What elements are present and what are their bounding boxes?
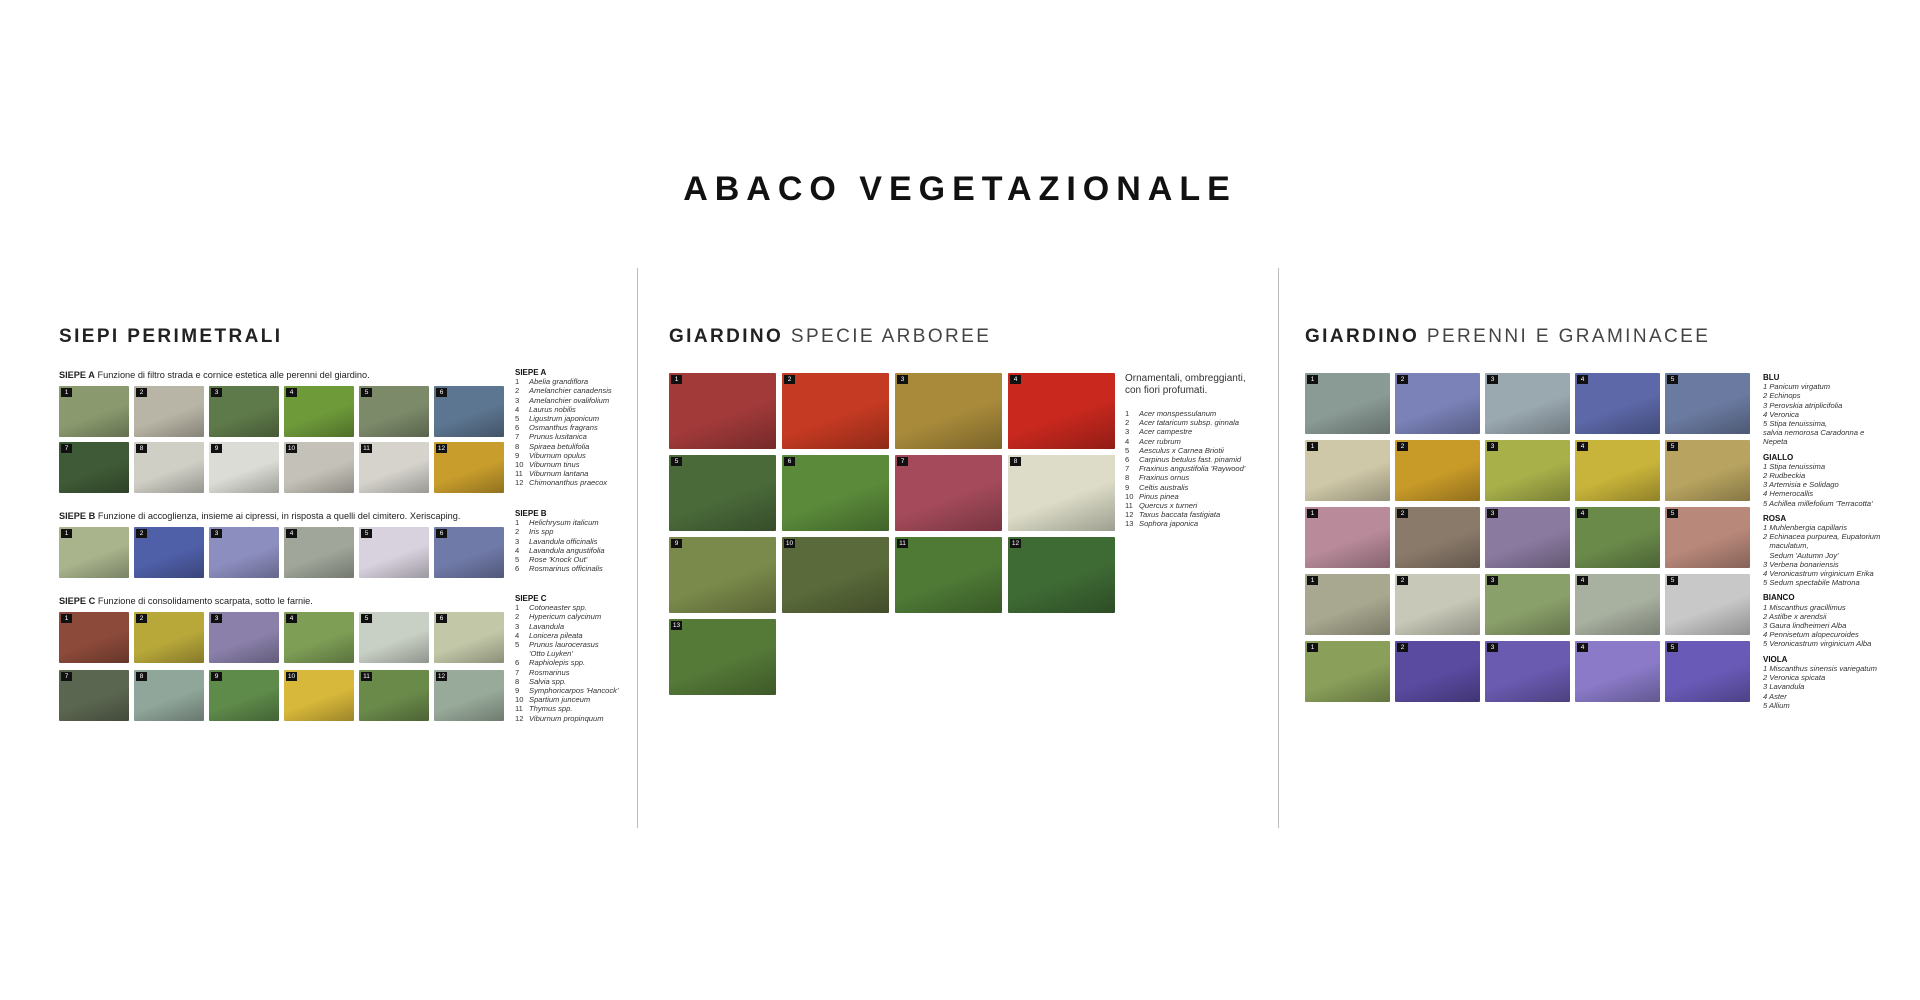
hedge-photo (284, 442, 354, 493)
hedge-photo (59, 442, 129, 493)
photo-number: 2 (1397, 576, 1408, 585)
hedge-legend-item: 12 Viburnum propinquum (515, 713, 604, 723)
tree-legend-item: 10 Pinus pinea (1125, 491, 1179, 501)
photo-number: 1 (1307, 576, 1318, 585)
tree-legend-item: 1 Acer monspessulanum (1125, 409, 1217, 418)
hedge-photo (284, 612, 354, 663)
photo-number: 1 (1307, 442, 1318, 451)
hedge-photo (284, 670, 354, 721)
hedge-legend-item: 10 Viburnum tinus (515, 460, 580, 470)
color-group-item: 1 Stipa tenuissima (1763, 461, 1826, 471)
hedge-legend-item: 6 Raphiolepis spp. (515, 658, 586, 668)
photo-number: 1 (1307, 643, 1318, 652)
tree-legend-item: 4 Acer rubrum (1125, 436, 1181, 446)
hedge-legend-item: 10 Spartium junceum (515, 695, 591, 705)
tree-legend-item: 6 Carpinus betulus fast. pinamid (1125, 455, 1242, 465)
tree-photo (782, 373, 889, 449)
photo-number: 4 (286, 529, 297, 538)
hedge-photo (359, 527, 429, 578)
hedge-photo (134, 442, 204, 493)
photo-number: 5 (1667, 442, 1678, 451)
color-group-item: 3 Verbena bonariensis (1763, 559, 1839, 569)
trees-intro-line-2: con fiori profumati. (1125, 385, 1208, 396)
hedge-photo (59, 670, 129, 721)
photo-number: 1 (61, 614, 72, 623)
tree-photo (1008, 455, 1115, 531)
hedge-photo (434, 386, 504, 437)
hedge-photo (134, 670, 204, 721)
perennial-photo-blu (1305, 373, 1390, 434)
tree-legend-item: 11 Quercus x turneri (1125, 501, 1198, 511)
photo-number: 12 (437, 445, 446, 452)
hedge-legend-item: 5 Rose 'Knock Out' (515, 555, 588, 565)
photo-number: 3 (1487, 509, 1498, 518)
photo-number: 1 (1307, 375, 1318, 384)
color-group-title: VIOLA (1763, 654, 1788, 664)
color-group-item: 2 Veronica spicata (1763, 673, 1826, 683)
perennial-photo-bianco (1575, 574, 1660, 635)
trees-photo-grid (669, 373, 1119, 695)
tree-photo (782, 455, 889, 531)
color-group-item: 1 Miscanthus gracillimus (1763, 602, 1846, 612)
section-title: SIEPI PERIMETRALI (59, 326, 283, 347)
column-divider-right (1278, 268, 1279, 828)
color-group-item: salvia nemorosa Caradonna e (1763, 428, 1865, 438)
trees-legend (1125, 409, 1265, 529)
photo-number: 3 (1487, 375, 1498, 384)
photo-number: 2 (136, 388, 147, 397)
tree-legend-item: 8 Fraxinus ornus (1125, 473, 1190, 483)
photo-number: 3 (1487, 643, 1498, 652)
color-group-item: 1 Muhlenbergia capillaris (1763, 523, 1847, 533)
photo-number: 3 (211, 388, 222, 397)
hedge-photo (359, 670, 429, 721)
column-divider-left (637, 268, 638, 828)
perennials-photo-grid (1305, 373, 1750, 702)
hedge-photo (209, 386, 279, 437)
tree-legend-item: 9 Celtis australis (1125, 482, 1189, 492)
hedge-legend-item: 4 Lavandula angustifolia (515, 545, 605, 555)
perennial-photo-giallo (1485, 440, 1570, 501)
section-specie-arboree (669, 326, 1269, 695)
photo-number: 5 (361, 388, 372, 397)
hedge-block-2 (59, 596, 629, 723)
color-group-item: 5 Veronicastrum virginicum Alba (1763, 639, 1872, 649)
hedge-photo (434, 442, 504, 493)
hedge-photo (434, 527, 504, 578)
color-group-item: 3 Artemisia e Solidago (1763, 480, 1839, 490)
photo-number: 9 (211, 444, 222, 453)
color-group-item: 2 Astilbe x arendsii (1763, 611, 1827, 621)
photo-number: 4 (1577, 442, 1588, 451)
perennial-photo-giallo (1665, 440, 1750, 501)
hedge-legend-item: 9 Symphoricarpos 'Hancock' (515, 686, 619, 696)
photo-number: 12 (437, 672, 446, 680)
perennial-photo-blu (1575, 373, 1660, 434)
photo-number: 1 (61, 388, 72, 397)
photo-number: 13 (672, 622, 681, 629)
color-group-item: 1 Panicum virgatum (1763, 382, 1831, 392)
hedge-legend-item: 4 Laurus nobilis (515, 404, 576, 414)
hedge-legend-item: 11 Viburnum lantana (515, 469, 589, 479)
hedge-legend-title: SIEPE A (515, 368, 547, 377)
photo-number: 5 (361, 614, 372, 623)
photo-number: 4 (1577, 375, 1588, 384)
tree-photo (669, 455, 776, 531)
perennial-photo-viola (1395, 641, 1480, 702)
perennial-photo-rosa (1575, 507, 1660, 568)
photo-number: 4 (286, 388, 297, 397)
perennial-photo-giallo (1305, 440, 1390, 501)
color-group-title: ROSA (1763, 513, 1787, 523)
tree-photo (669, 373, 776, 449)
hedge-photo (59, 527, 129, 578)
tree-legend-item: 5 Aesculus x Carnea Briotii (1125, 445, 1224, 455)
tree-photo (1008, 373, 1115, 449)
hedge-legend (515, 594, 618, 723)
hedge-legend-item: 1 Cotoneaster spp. (515, 603, 587, 613)
photo-number: 2 (1397, 442, 1408, 451)
section-title: GIARDINO SPECIE ARBOREE (669, 326, 992, 347)
photo-number: 2 (136, 529, 147, 538)
hedge-legend-item: 2 Iris spp (515, 527, 554, 537)
photo-number: 5 (361, 529, 372, 538)
photo-number: 6 (436, 529, 447, 538)
photo-number: 3 (1487, 576, 1498, 585)
photo-number: 6 (436, 388, 447, 397)
perennial-photo-bianco (1665, 574, 1750, 635)
photo-number: 5 (1667, 643, 1678, 652)
hedge-legend-item: 5 Prunus laurocerasus (515, 640, 599, 650)
hedge-photo (59, 386, 129, 437)
tree-legend-item: 13 Sophora japonica (1125, 519, 1199, 529)
hedge-legend-title: SIEPE B (515, 509, 547, 518)
hedge-photo (134, 527, 204, 578)
perennial-photo-rosa (1485, 507, 1570, 568)
hedge-block-1 (59, 511, 629, 578)
tree-legend-item: 12 Taxus baccata fastigiata (1125, 510, 1221, 520)
perennial-photo-rosa (1305, 507, 1390, 568)
hedge-legend-item: 3 Lavandula (515, 621, 565, 631)
page-title: ABACO VEGETAZIONALE (683, 170, 1237, 208)
hedge-description-text: Funzione di consolidamento scarpata, sotto le farnie. (95, 596, 313, 606)
hedge-legend-item: 7 Prunus lusitanica (515, 432, 587, 442)
tree-photo (1008, 537, 1115, 613)
hedge-photo (209, 527, 279, 578)
hedge-description-text: Funzione di accoglienza, insieme ai cipressi, in risposta a quelli del cimitero. Xeriscaping. (95, 511, 461, 521)
photo-number: 5 (671, 457, 682, 466)
photo-number: 4 (1577, 509, 1588, 518)
tree-photo (895, 537, 1002, 613)
photo-number: 5 (1667, 375, 1678, 384)
hedge-photo (284, 386, 354, 437)
color-group-item: 5 Stipa tenuissima, (1763, 419, 1828, 429)
color-group-item: 3 Lavandula (1763, 682, 1805, 692)
color-group-item: Nepeta (1763, 437, 1788, 447)
photo-number: 2 (1397, 375, 1408, 384)
photo-number: 6 (784, 457, 795, 466)
hedge-legend-item: 3 Amelanchier ovalifolium (515, 395, 610, 405)
color-group-item: 5 Sedum spectabile Matrona (1763, 578, 1860, 588)
perennial-photo-giallo (1575, 440, 1660, 501)
photo-number: 10 (785, 540, 794, 547)
hedge-block-0 (59, 370, 629, 493)
photo-number: 11 (897, 539, 908, 548)
tree-legend-item: 7 Fraxinus angustifolia 'Raywood' (1125, 464, 1246, 474)
photo-number: 7 (897, 457, 908, 466)
photo-number: 9 (211, 672, 222, 681)
tree-legend-item: 3 Acer campestre (1125, 427, 1193, 437)
hedge-photo (59, 612, 129, 663)
photo-number: 11 (361, 444, 372, 453)
perennial-photo-blu (1485, 373, 1570, 434)
color-group-item: Sedum 'Autumn Joy' (1763, 550, 1839, 560)
hedge-legend-item: 9 Viburnum opulus (515, 450, 586, 460)
perennial-photo-bianco (1485, 574, 1570, 635)
perennial-photo-viola (1665, 641, 1750, 702)
hedge-legend-item: 2 Amelanchier canadensis (515, 386, 612, 396)
photo-number: 2 (1397, 509, 1408, 518)
tree-photo (669, 537, 776, 613)
photo-number: 3 (211, 614, 222, 623)
photo-number: 10 (287, 672, 296, 680)
hedge-legend (515, 368, 612, 493)
hedge-legend-item: 2 Hypericum calycinum (515, 612, 602, 622)
hedge-photo (209, 442, 279, 493)
color-group-item: 4 Veronica (1763, 409, 1800, 419)
photo-number: 2 (1397, 643, 1408, 652)
photo-number: 6 (436, 614, 447, 623)
perennial-photo-viola (1485, 641, 1570, 702)
hedge-legend-item: 4 Lonicera pileata (515, 630, 583, 640)
color-group-title: BLU (1763, 373, 1780, 382)
tree-photo (669, 619, 776, 695)
photo-number: 3 (211, 529, 222, 538)
photo-number: 7 (61, 444, 72, 453)
hedge-description-text: Funzione di filtro strada e cornice estetica alle perenni del giardino. (94, 370, 370, 380)
hedge-photo-grid (59, 527, 504, 578)
hedge-legend-item: 7 Rosmarinus (515, 667, 570, 677)
color-group-item: 4 Veronicastrum virginicum Erika (1763, 569, 1874, 579)
hedge-photo (434, 670, 504, 721)
color-group-item: 1 Miscanthus sinensis variegatum (1763, 663, 1877, 673)
photo-number: 8 (1010, 457, 1021, 466)
perennial-photo-viola (1305, 641, 1390, 702)
photo-number: 3 (1487, 442, 1498, 451)
photo-number: 2 (784, 375, 795, 384)
hedge-legend-item: 12 Chimonanthus praecox (515, 478, 608, 488)
tree-legend-item: 2 Acer tataricum subsp. ginnala (1125, 418, 1240, 428)
hedge-photo (134, 386, 204, 437)
hedge-photo-grid (59, 612, 504, 723)
hedge-photo (434, 612, 504, 663)
photo-number: 1 (1307, 509, 1318, 518)
hedge-legend-item: 6 Osmanthus fragrans (515, 423, 598, 433)
hedge-photo (284, 527, 354, 578)
photo-number: 4 (1577, 643, 1588, 652)
hedge-legend-item: 8 Salvia spp. (515, 676, 567, 686)
section-title: GIARDINO PERENNI E GRAMINACEE (1305, 326, 1711, 347)
photo-number: 11 (361, 672, 372, 681)
tree-photo (895, 455, 1002, 531)
hedge-photo (359, 442, 429, 493)
color-group-item: 2 Echinacea purpurea, Eupatorium (1763, 532, 1881, 542)
perennial-photo-blu (1395, 373, 1480, 434)
hedge-legend-item: 11 Thymus spp. (515, 704, 573, 714)
hedge-photo (134, 612, 204, 663)
photo-number: 1 (61, 529, 72, 538)
hedge-label: SIEPE B (59, 511, 96, 521)
color-group-item: 2 Echinops (1763, 391, 1801, 401)
perennial-photo-viola (1575, 641, 1660, 702)
hedge-legend-item: 3 Lavandula officinalis (515, 536, 598, 546)
photo-number: 2 (136, 614, 147, 623)
section-perenni-graminacee (1305, 326, 1905, 710)
photo-number: 5 (1667, 576, 1678, 585)
hedge-legend-title: SIEPE C (515, 594, 547, 603)
color-group-item: 4 Pennisetum alopecuroides (1763, 630, 1859, 640)
hedge-legend-item: 1 Abelia grandiflora (515, 377, 589, 387)
color-group-item: 4 Aster (1763, 691, 1787, 701)
color-group-item: 4 Hemerocallis (1763, 489, 1814, 499)
perennial-photo-rosa (1665, 507, 1750, 568)
color-group-title: BIANCO (1763, 593, 1795, 603)
photo-number: 4 (286, 614, 297, 623)
photo-number: 8 (136, 672, 147, 681)
hedge-photo (359, 386, 429, 437)
hedge-photo (359, 612, 429, 663)
hedge-photo-grid (59, 386, 504, 493)
color-group-item: 3 Gaura lindheimeri Alba (1763, 621, 1847, 631)
hedge-legend-item: 5 Ligustrum japonicum (515, 414, 600, 424)
trees-intro-line-1: Ornamentali, ombreggianti, (1125, 373, 1246, 384)
hedge-label: SIEPE C (59, 596, 96, 606)
perennial-photo-rosa (1395, 507, 1480, 568)
photo-number: 4 (1010, 375, 1021, 384)
section-siepi-perimetrali (59, 326, 629, 723)
hedge-legend (515, 509, 605, 578)
color-group-item: 5 Allium (1763, 700, 1790, 710)
photo-number: 12 (1011, 540, 1020, 547)
color-group-item: 5 Achillea millefolium 'Terracotta' (1763, 498, 1873, 508)
photo-number: 3 (897, 375, 908, 384)
photo-number: 1 (671, 375, 682, 384)
color-group-item: 2 Rudbeckia (1763, 471, 1806, 481)
perennial-photo-giallo (1395, 440, 1480, 501)
color-group-item: maculatum, (1763, 541, 1809, 551)
photo-number: 7 (61, 672, 72, 681)
tree-photo (782, 537, 889, 613)
perennial-photo-bianco (1395, 574, 1480, 635)
color-group-title: GIALLO (1763, 452, 1794, 462)
photo-number: 9 (671, 539, 682, 548)
hedge-photo (209, 612, 279, 663)
perennials-legend (1763, 373, 1903, 710)
hedge-legend-item: 'Otto Luyken' (529, 649, 573, 659)
photo-number: 4 (1577, 576, 1588, 585)
hedge-label: SIEPE A (59, 370, 95, 380)
perennial-photo-blu (1665, 373, 1750, 434)
hedge-legend-item: 8 Spiraea betulifolia (515, 441, 590, 451)
tree-photo (895, 373, 1002, 449)
photo-number: 10 (287, 445, 296, 452)
photo-number: 8 (136, 444, 147, 453)
perennial-photo-bianco (1305, 574, 1390, 635)
hedge-legend-item: 1 Helichrysum italicum (515, 518, 599, 528)
hedge-photo (209, 670, 279, 721)
hedge-legend-item: 6 Rosmarinus officinalis (515, 564, 603, 574)
color-group-item: 3 Perovskia atriplicifolia (1763, 400, 1843, 410)
photo-number: 5 (1667, 509, 1678, 518)
